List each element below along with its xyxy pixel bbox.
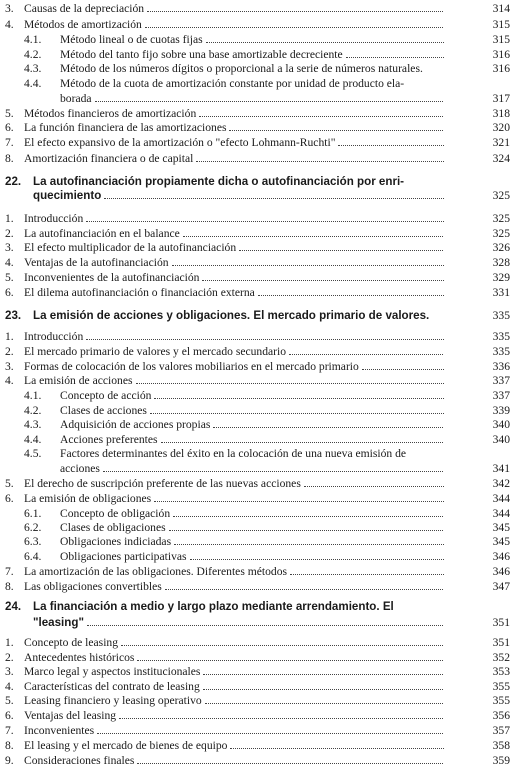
entry-title [24, 566, 444, 578]
entry-title [24, 3, 444, 15]
page-number: 324 [492, 152, 510, 165]
toc-row [0, 153, 515, 168]
entry-title-text: La emisión de acciones y obligaciones. El mercado primario de valores. [33, 310, 430, 322]
entry-title-text: Inconvenientes de la autofinanciación [24, 272, 200, 284]
entry-title-text: quecimiento [33, 190, 102, 202]
page-number: 345 [492, 521, 510, 534]
page-number: 336 [492, 360, 510, 373]
entry-title [33, 190, 444, 202]
entry-number: 8. [5, 739, 14, 752]
entry-title [24, 478, 444, 490]
toc-row [0, 695, 515, 710]
dot-leader [213, 426, 444, 428]
entry-number: 6. [5, 121, 14, 134]
entry-number: 23. [5, 309, 22, 322]
toc-row [0, 361, 515, 376]
entry-title-text: Marco legal y aspectos institucionales [24, 666, 201, 678]
entry-number: 24. [5, 600, 22, 613]
page-number: 339 [492, 404, 510, 417]
chapter-row [0, 617, 515, 632]
toc-row [0, 463, 515, 478]
page-number: 314 [492, 2, 510, 15]
entry-number: 4. [5, 680, 14, 693]
toc-row [0, 375, 515, 390]
entry-title-text: Métodos financieros de amortización [24, 108, 197, 120]
entry-title-text: Método lineal o de cuotas fijas [60, 34, 203, 46]
entry-title [24, 755, 444, 767]
entry-title-text: Ventajas del leasing [24, 710, 117, 722]
page-number: 346 [492, 550, 510, 563]
entry-title-text: Consideraciones finales [24, 755, 135, 767]
dot-leader [174, 543, 444, 545]
toc-row [0, 34, 515, 49]
entry-number: 6.2. [24, 521, 42, 534]
entry-title-text: Obligaciones indiciadas [60, 536, 172, 548]
entry-title [24, 213, 444, 225]
entry-title [60, 536, 444, 548]
entry-title-text: El efecto multiplicador de la autofinanciación [24, 242, 237, 254]
entry-number: 4. [5, 374, 14, 387]
entry-title-text: Leasing financiero y leasing operativo [24, 695, 202, 707]
entry-title [24, 695, 444, 707]
chapter-row [0, 310, 515, 325]
dot-leader [165, 588, 444, 590]
toc-row [0, 78, 515, 93]
entry-title [24, 581, 444, 593]
toc-row [0, 666, 515, 681]
dot-leader [203, 673, 444, 675]
page-number: 344 [492, 507, 510, 520]
dot-leader [338, 144, 444, 146]
dot-leader [95, 100, 444, 102]
entry-title [24, 652, 444, 664]
entry-title [60, 434, 444, 446]
page-number: 326 [492, 241, 510, 254]
toc-row [0, 331, 515, 346]
toc-row [0, 581, 515, 596]
toc-row [0, 508, 515, 523]
entry-title [60, 522, 444, 534]
page-number: 331 [492, 286, 510, 299]
page-number: 315 [492, 18, 510, 31]
dot-leader [145, 26, 444, 28]
page-number: 328 [492, 256, 510, 269]
entry-title [33, 601, 472, 613]
page-number: 317 [492, 92, 510, 105]
entry-title [24, 361, 444, 373]
entry-title [24, 637, 444, 649]
entry-number: 4.4. [24, 433, 42, 446]
entry-title-text: Formas de colocación de los valores mobiliarios en el mercado primario [24, 361, 359, 373]
entry-number: 4. [5, 256, 14, 269]
entry-title-text: Métodos de amortización [24, 19, 142, 31]
entry-number: 6. [5, 709, 14, 722]
toc-row [0, 272, 515, 287]
entry-number: 9. [5, 754, 14, 767]
entry-title [60, 508, 444, 520]
dot-leader [290, 573, 444, 575]
entry-number: 5. [5, 271, 14, 284]
dot-leader [203, 688, 444, 690]
dot-leader [229, 129, 444, 131]
entry-number: 3. [5, 360, 14, 373]
page-number: 321 [492, 136, 510, 149]
dot-leader [121, 644, 444, 646]
entry-title-text: La financiación a medio y largo plazo mediante arrendamiento. El [33, 601, 394, 613]
toc-row [0, 228, 515, 243]
entry-title-text: La amortización de las obligaciones. Diferentes métodos [24, 566, 288, 578]
toc-row [0, 346, 515, 361]
entry-title-text: Concepto de obligación [60, 508, 171, 520]
entry-number: 1. [5, 330, 14, 343]
dot-leader [97, 732, 444, 734]
page-number: 342 [492, 477, 510, 490]
page-number: 351 [492, 636, 510, 649]
entry-number: 7. [5, 136, 14, 149]
page-number: 344 [492, 492, 510, 505]
entry-title-text: Obligaciones participativas [60, 551, 187, 563]
entry-title-text: La autofinanciación propiamente dicha o autofinanciación por enri- [33, 176, 405, 188]
entry-number: 2. [5, 227, 14, 240]
dot-leader [202, 279, 444, 281]
toc-row [0, 725, 515, 740]
dot-leader [87, 624, 444, 626]
dot-leader [346, 56, 444, 58]
dot-leader [289, 353, 444, 355]
entry-title [33, 176, 472, 188]
dot-leader [199, 115, 444, 117]
entry-title-text: Amortización financiera o de capital [24, 153, 194, 165]
entry-title-text: El derecho de suscripción preferente de las nuevas acciones [24, 478, 301, 490]
toc-row [0, 287, 515, 302]
dot-leader [119, 717, 444, 719]
entry-number: 4. [5, 18, 14, 31]
entry-title-text: La emisión de obligaciones [24, 493, 152, 505]
toc-row [0, 63, 515, 78]
toc-row [0, 93, 515, 108]
dot-leader [206, 41, 444, 43]
dot-leader [103, 470, 444, 472]
toc-row [0, 755, 515, 770]
toc-row [0, 478, 515, 493]
entry-title [24, 346, 444, 358]
entry-title [60, 419, 444, 431]
entry-title [24, 666, 444, 678]
page-number: 335 [492, 345, 510, 358]
dot-leader [147, 10, 444, 12]
page-number: 325 [492, 227, 510, 240]
toc-row [0, 566, 515, 581]
dot-leader [137, 659, 444, 661]
entry-title [24, 287, 444, 299]
entry-title [24, 272, 444, 284]
entry-title-text: Método de los números dígitos o proporcional a la serie de números naturales. [60, 63, 423, 75]
entry-number: 3. [5, 2, 14, 15]
chapter-row [0, 601, 515, 616]
toc-row [0, 3, 515, 18]
entry-title-text: Características del contrato de leasing [24, 681, 200, 693]
dot-leader [104, 197, 444, 199]
entry-number: 6. [5, 286, 14, 299]
entry-title [33, 617, 444, 629]
entry-title [24, 257, 444, 269]
entry-title-text: Inconvenientes [24, 725, 95, 737]
toc-row [0, 637, 515, 652]
page-number: 316 [492, 48, 510, 61]
entry-title-text: La autofinanciación en el balance [24, 228, 180, 240]
page-number: 347 [492, 580, 510, 593]
entry-title-text: Concepto de leasing [24, 637, 119, 649]
page-number: 335 [492, 330, 510, 343]
entry-title [24, 493, 444, 505]
page-number: 353 [492, 665, 510, 678]
entry-number: 5. [5, 477, 14, 490]
entry-title-text: Introducción [24, 213, 84, 225]
entry-title [33, 310, 472, 322]
entry-number: 4.2. [24, 48, 42, 61]
entry-title [24, 725, 444, 737]
entry-title-text: Clases de acciones [60, 405, 147, 417]
entry-title [60, 78, 472, 90]
entry-title [60, 463, 444, 475]
entry-title-text: "leasing" [33, 617, 84, 629]
toc-row [0, 434, 515, 449]
entry-title-text: borada [60, 93, 92, 105]
entry-title [24, 19, 444, 31]
entry-number: 5. [5, 694, 14, 707]
toc-row [0, 213, 515, 228]
entry-title-text: El mercado primario de valores y el mercado secundario [24, 346, 287, 358]
entry-title [24, 242, 444, 254]
entry-title-text: El leasing y el mercado de bienes de equipo [24, 740, 228, 752]
entry-number: 1. [5, 212, 14, 225]
page-number: 341 [492, 462, 510, 475]
dot-leader [230, 747, 444, 749]
toc-row [0, 242, 515, 257]
entry-number: 4.3. [24, 62, 42, 75]
page-number: 335 [492, 309, 510, 322]
entry-title-text: El efecto expansivo de la amortización o "efecto Lohmann-Ruchti" [24, 137, 336, 149]
toc-row [0, 652, 515, 667]
page-number: 316 [492, 62, 510, 75]
entry-number: 8. [5, 580, 14, 593]
entry-title [24, 710, 444, 722]
page-number: 355 [492, 680, 510, 693]
entry-number: 7. [5, 724, 14, 737]
entry-number: 4.2. [24, 404, 42, 417]
page-number: 318 [492, 107, 510, 120]
dot-leader [86, 220, 444, 222]
entry-title [60, 448, 472, 460]
entry-title-text: Factores determinantes del éxito en la colocación de una nueva emisión de [60, 448, 407, 460]
dot-leader [205, 702, 444, 704]
page-number: 337 [492, 389, 510, 402]
dot-leader [154, 500, 444, 502]
toc-row [0, 257, 515, 272]
entry-title [24, 122, 444, 134]
entry-number: 4.4. [24, 77, 42, 90]
entry-title-text: Método de la cuota de amortización constante por unidad de producto ela- [60, 78, 405, 90]
page-number: 320 [492, 121, 510, 134]
dot-leader [304, 485, 444, 487]
dot-leader [154, 397, 444, 399]
entry-title-text: Antecedentes históricos [24, 652, 135, 664]
dot-leader [196, 160, 444, 162]
dot-leader [190, 558, 444, 560]
entry-number: 6.1. [24, 507, 42, 520]
page-number: 337 [492, 374, 510, 387]
entry-title-text: acciones [60, 463, 100, 475]
entry-title [60, 93, 444, 105]
entry-number: 6.4. [24, 550, 42, 563]
entry-number: 5. [5, 107, 14, 120]
toc-row [0, 49, 515, 64]
page-number: 315 [492, 33, 510, 46]
page-number: 346 [492, 565, 510, 578]
entry-title-text: Causas de la depreciación [24, 3, 145, 15]
entry-title [24, 681, 444, 693]
entry-title [60, 34, 444, 46]
entry-number: 4.1. [24, 389, 42, 402]
dot-leader [239, 249, 444, 251]
entry-title-text: Las obligaciones convertibles [24, 581, 162, 593]
entry-title [24, 228, 444, 240]
entry-number: 22. [5, 175, 22, 188]
toc-row [0, 390, 515, 405]
toc-row [0, 448, 515, 463]
entry-number: 4.3. [24, 418, 42, 431]
entry-title-text: El dilema autofinanciación o financiación externa [24, 287, 255, 299]
entry-title [24, 108, 444, 120]
page-number: 325 [492, 189, 510, 202]
entry-number: 4.1. [24, 33, 42, 46]
dot-leader [172, 264, 444, 266]
entry-number: 2. [5, 651, 14, 664]
entry-number: 4.5. [24, 447, 42, 460]
entry-number: 3. [5, 241, 14, 254]
entry-number: 8. [5, 152, 14, 165]
toc-row [0, 419, 515, 434]
entry-title-text: Ventajas de la autofinanciación [24, 257, 169, 269]
toc-row [0, 405, 515, 420]
toc-row [0, 19, 515, 34]
dot-leader [362, 368, 444, 370]
toc-row [0, 122, 515, 137]
entry-title [24, 137, 444, 149]
entry-number: 1. [5, 636, 14, 649]
entry-title-text: La emisión de acciones [24, 375, 133, 387]
entry-number: 2. [5, 345, 14, 358]
entry-title [24, 153, 444, 165]
entry-title-text: Adquisición de acciones propias [60, 419, 211, 431]
dot-leader [136, 382, 445, 384]
toc-row [0, 137, 515, 152]
toc-row [0, 681, 515, 696]
entry-title-text: Acciones preferentes [60, 434, 158, 446]
entry-number: 3. [5, 665, 14, 678]
page-number: 340 [492, 418, 510, 431]
entry-number: 6. [5, 492, 14, 505]
dot-leader [183, 235, 444, 237]
entry-title [60, 63, 472, 75]
page-number: 355 [492, 694, 510, 707]
page-number: 352 [492, 651, 510, 664]
entry-title-text: Introducción [24, 331, 84, 343]
page-number: 325 [492, 212, 510, 225]
entry-title-text: Concepto de acción [60, 390, 152, 402]
toc-row [0, 740, 515, 755]
entry-number: 7. [5, 565, 14, 578]
dot-leader [258, 294, 444, 296]
dot-leader [161, 441, 444, 443]
toc-row [0, 710, 515, 725]
toc-row [0, 522, 515, 537]
toc-row [0, 536, 515, 551]
page-number: 358 [492, 739, 510, 752]
entry-title [24, 375, 444, 387]
entry-title [60, 390, 444, 402]
toc-row [0, 551, 515, 566]
entry-title [24, 331, 444, 343]
entry-title [60, 551, 444, 563]
page-number: 345 [492, 535, 510, 548]
entry-title-text: Método del tanto fijo sobre una base amortizable decreciente [60, 49, 343, 61]
toc-row [0, 493, 515, 508]
page-number: 340 [492, 433, 510, 446]
dot-leader [173, 515, 444, 517]
dot-leader [137, 762, 444, 764]
entry-title [60, 405, 444, 417]
page-number: 359 [492, 754, 510, 767]
page-number: 357 [492, 724, 510, 737]
chapter-row [0, 176, 515, 191]
entry-title-text: La función financiera de las amortizaciones [24, 122, 227, 134]
toc-row [0, 108, 515, 123]
page-number: 351 [492, 616, 510, 629]
entry-title-text: Clases de obligaciones [60, 522, 166, 534]
dot-leader [86, 338, 444, 340]
dot-leader [150, 412, 444, 414]
page-number: 329 [492, 271, 510, 284]
entry-title [60, 49, 444, 61]
page-number: 356 [492, 709, 510, 722]
dot-leader [169, 529, 444, 531]
chapter-row [0, 190, 515, 205]
entry-number: 6.3. [24, 535, 42, 548]
